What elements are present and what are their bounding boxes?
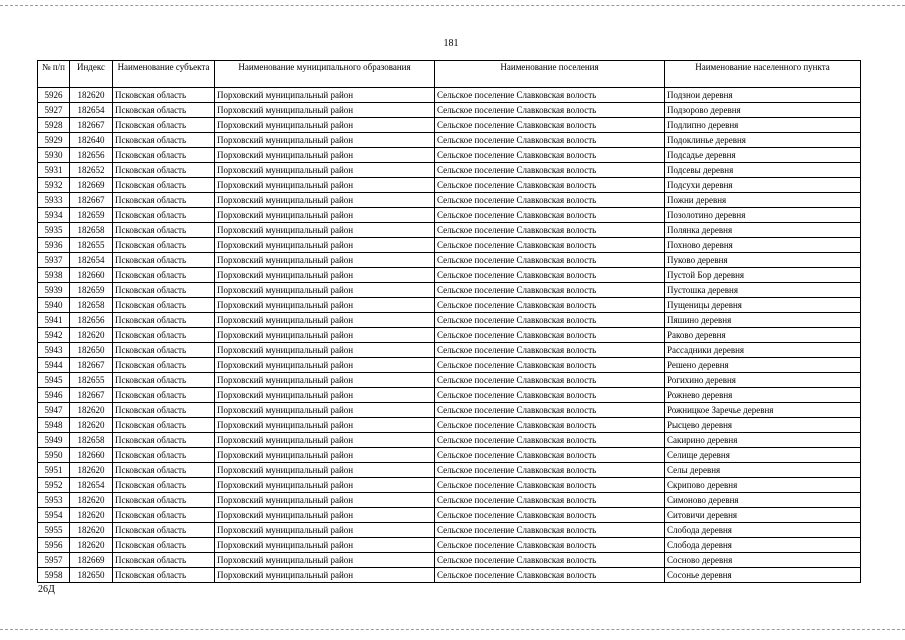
table-row bbox=[38, 508, 861, 523]
cell-index: 182620 bbox=[70, 88, 113, 103]
cell-municipality: Порховский муниципальный район bbox=[215, 388, 435, 403]
cell-settlement: Сельское поселение Славковская волость bbox=[435, 568, 665, 583]
cell-subject: Псковская область bbox=[113, 148, 215, 163]
cell-municipality: Порховский муниципальный район bbox=[215, 463, 435, 478]
cell-num: 5933 bbox=[38, 193, 70, 208]
cell-settlement: Сельское поселение Славковская волость bbox=[435, 478, 665, 493]
cell-index: 182667 bbox=[70, 193, 113, 208]
cell-num: 5949 bbox=[38, 433, 70, 448]
cell-subject: Псковская область bbox=[113, 298, 215, 313]
cell-municipality: Порховский муниципальный район bbox=[215, 403, 435, 418]
cell-num: 5954 bbox=[38, 508, 70, 523]
cell-num: 5951 bbox=[38, 463, 70, 478]
cell-locality: Пожни деревня bbox=[665, 193, 861, 208]
cell-subject: Псковская область bbox=[113, 388, 215, 403]
cell-subject: Псковская область bbox=[113, 178, 215, 193]
table-row bbox=[38, 223, 861, 238]
cell-subject: Псковская область bbox=[113, 373, 215, 388]
table-row bbox=[38, 238, 861, 253]
cell-settlement: Сельское поселение Славковская волость bbox=[435, 553, 665, 568]
cell-municipality: Порховский муниципальный район bbox=[215, 283, 435, 298]
cell-num: 5956 bbox=[38, 538, 70, 553]
cell-index: 182655 bbox=[70, 238, 113, 253]
cell-num: 5934 bbox=[38, 208, 70, 223]
cell-settlement: Сельское поселение Славковская волость bbox=[435, 283, 665, 298]
cell-municipality: Порховский муниципальный район bbox=[215, 193, 435, 208]
cell-municipality: Порховский муниципальный район bbox=[215, 373, 435, 388]
cell-locality: Раково деревня bbox=[665, 328, 861, 343]
cell-index: 182667 bbox=[70, 388, 113, 403]
cell-index: 182669 bbox=[70, 553, 113, 568]
cell-num: 5930 bbox=[38, 148, 70, 163]
cell-municipality: Порховский муниципальный район bbox=[215, 448, 435, 463]
scan-edge-bottom bbox=[0, 629, 905, 631]
cell-num: 5935 bbox=[38, 223, 70, 238]
table-row bbox=[38, 448, 861, 463]
table-row bbox=[38, 418, 861, 433]
cell-num: 5929 bbox=[38, 133, 70, 148]
cell-num: 5952 bbox=[38, 478, 70, 493]
cell-index: 182654 bbox=[70, 478, 113, 493]
cell-locality: Рожницкое Заречье деревня bbox=[665, 403, 861, 418]
table-row bbox=[38, 403, 861, 418]
cell-subject: Псковская область bbox=[113, 193, 215, 208]
cell-locality: Ситовичи деревня bbox=[665, 508, 861, 523]
scan-edge-top bbox=[0, 5, 905, 7]
table-row bbox=[38, 538, 861, 553]
cell-index: 182654 bbox=[70, 103, 113, 118]
cell-locality: Подоклинье деревня bbox=[665, 133, 861, 148]
table-row bbox=[38, 163, 861, 178]
table-row bbox=[38, 268, 861, 283]
cell-municipality: Порховский муниципальный район bbox=[215, 238, 435, 253]
cell-settlement: Сельское поселение Славковская волость bbox=[435, 268, 665, 283]
cell-subject: Псковская область bbox=[113, 103, 215, 118]
cell-locality: Пущеницы деревня bbox=[665, 298, 861, 313]
cell-num: 5943 bbox=[38, 343, 70, 358]
cell-locality: Подлипно деревня bbox=[665, 118, 861, 133]
cell-locality: Полянка деревня bbox=[665, 223, 861, 238]
cell-index: 182667 bbox=[70, 358, 113, 373]
cell-settlement: Сельское поселение Славковская волость bbox=[435, 403, 665, 418]
cell-locality: Скрипово деревня bbox=[665, 478, 861, 493]
cell-locality: Селище деревня bbox=[665, 448, 861, 463]
cell-num: 5927 bbox=[38, 103, 70, 118]
header-subject: Наименование субъекта bbox=[113, 61, 215, 88]
cell-municipality: Порховский муниципальный район bbox=[215, 133, 435, 148]
cell-index: 182620 bbox=[70, 328, 113, 343]
table-row bbox=[38, 493, 861, 508]
cell-locality: Подзнои деревня bbox=[665, 88, 861, 103]
cell-settlement: Сельское поселение Славковская волость bbox=[435, 463, 665, 478]
cell-subject: Псковская область bbox=[113, 433, 215, 448]
cell-municipality: Порховский муниципальный район bbox=[215, 523, 435, 538]
cell-locality: Пуково деревня bbox=[665, 253, 861, 268]
cell-subject: Псковская область bbox=[113, 508, 215, 523]
table-row bbox=[38, 358, 861, 373]
cell-locality: Рысцево деревня bbox=[665, 418, 861, 433]
cell-subject: Псковская область bbox=[113, 568, 215, 583]
cell-settlement: Сельское поселение Славковская волость bbox=[435, 103, 665, 118]
cell-index: 182667 bbox=[70, 118, 113, 133]
cell-municipality: Порховский муниципальный район bbox=[215, 268, 435, 283]
cell-locality: Похново деревня bbox=[665, 238, 861, 253]
cell-settlement: Сельское поселение Славковская волость bbox=[435, 253, 665, 268]
cell-index: 182658 bbox=[70, 298, 113, 313]
cell-municipality: Порховский муниципальный район bbox=[215, 508, 435, 523]
cell-num: 5948 bbox=[38, 418, 70, 433]
table-row bbox=[38, 193, 861, 208]
cell-municipality: Порховский муниципальный район bbox=[215, 118, 435, 133]
header-num: № п/п bbox=[38, 61, 70, 88]
cell-settlement: Сельское поселение Славковская волость bbox=[435, 523, 665, 538]
cell-subject: Псковская область bbox=[113, 358, 215, 373]
cell-settlement: Сельское поселение Славковская волость bbox=[435, 373, 665, 388]
cell-locality: Рожнево деревня bbox=[665, 388, 861, 403]
cell-settlement: Сельское поселение Славковская волость bbox=[435, 433, 665, 448]
cell-settlement: Сельское поселение Славковская волость bbox=[435, 208, 665, 223]
cell-subject: Псковская область bbox=[113, 313, 215, 328]
cell-subject: Псковская область bbox=[113, 553, 215, 568]
table-row bbox=[38, 178, 861, 193]
table-row bbox=[38, 283, 861, 298]
cell-municipality: Порховский муниципальный район bbox=[215, 208, 435, 223]
cell-locality: Рогихино деревня bbox=[665, 373, 861, 388]
cell-subject: Псковская область bbox=[113, 538, 215, 553]
cell-municipality: Порховский муниципальный район bbox=[215, 433, 435, 448]
cell-index: 182620 bbox=[70, 418, 113, 433]
cell-num: 5937 bbox=[38, 253, 70, 268]
cell-num: 5955 bbox=[38, 523, 70, 538]
cell-settlement: Сельское поселение Славковская волость bbox=[435, 238, 665, 253]
cell-settlement: Сельское поселение Славковская волость bbox=[435, 223, 665, 238]
cell-num: 5941 bbox=[38, 313, 70, 328]
cell-locality: Слобода деревня bbox=[665, 538, 861, 553]
cell-municipality: Порховский муниципальный район bbox=[215, 538, 435, 553]
cell-subject: Псковская область bbox=[113, 118, 215, 133]
cell-subject: Псковская область bbox=[113, 523, 215, 538]
cell-settlement: Сельское поселение Славковская волость bbox=[435, 88, 665, 103]
cell-num: 5926 bbox=[38, 88, 70, 103]
cell-num: 5946 bbox=[38, 388, 70, 403]
page-number: 181 bbox=[443, 38, 459, 49]
cell-num: 5936 bbox=[38, 238, 70, 253]
table-row bbox=[38, 298, 861, 313]
cell-num: 5958 bbox=[38, 568, 70, 583]
cell-municipality: Порховский муниципальный район bbox=[215, 553, 435, 568]
cell-settlement: Сельское поселение Славковская волость bbox=[435, 193, 665, 208]
cell-municipality: Порховский муниципальный район bbox=[215, 478, 435, 493]
cell-municipality: Порховский муниципальный район bbox=[215, 343, 435, 358]
cell-subject: Псковская область bbox=[113, 238, 215, 253]
cell-index: 182655 bbox=[70, 373, 113, 388]
cell-num: 5938 bbox=[38, 268, 70, 283]
cell-index: 182620 bbox=[70, 538, 113, 553]
table-row bbox=[38, 103, 861, 118]
cell-index: 182659 bbox=[70, 283, 113, 298]
cell-index: 182650 bbox=[70, 343, 113, 358]
cell-num: 5939 bbox=[38, 283, 70, 298]
cell-index: 182659 bbox=[70, 208, 113, 223]
cell-locality: Решено деревня bbox=[665, 358, 861, 373]
cell-settlement: Сельское поселение Славковская волость bbox=[435, 163, 665, 178]
cell-index: 182620 bbox=[70, 523, 113, 538]
cell-locality: Слобода деревня bbox=[665, 523, 861, 538]
cell-municipality: Порховский муниципальный район bbox=[215, 223, 435, 238]
cell-municipality: Порховский муниципальный район bbox=[215, 88, 435, 103]
cell-subject: Псковская область bbox=[113, 418, 215, 433]
cell-num: 5931 bbox=[38, 163, 70, 178]
table-row bbox=[38, 568, 861, 583]
cell-locality: Пяшино деревня bbox=[665, 313, 861, 328]
table-row bbox=[38, 208, 861, 223]
cell-index: 182654 bbox=[70, 253, 113, 268]
cell-num: 5953 bbox=[38, 493, 70, 508]
cell-index: 182620 bbox=[70, 508, 113, 523]
table-row bbox=[38, 343, 861, 358]
cell-subject: Псковская область bbox=[113, 208, 215, 223]
table-row bbox=[38, 553, 861, 568]
cell-settlement: Сельское поселение Славковская волость bbox=[435, 118, 665, 133]
header-municipality: Наименование муниципального образования bbox=[215, 61, 435, 88]
table-row bbox=[38, 118, 861, 133]
cell-locality: Сакирино деревня bbox=[665, 433, 861, 448]
table-row bbox=[38, 373, 861, 388]
cell-municipality: Порховский муниципальный район bbox=[215, 418, 435, 433]
cell-settlement: Сельское поселение Славковская волость bbox=[435, 418, 665, 433]
settlements-table bbox=[37, 60, 861, 583]
cell-index: 182620 bbox=[70, 493, 113, 508]
cell-subject: Псковская область bbox=[113, 328, 215, 343]
header-locality: Наименование населенного пункта bbox=[665, 61, 861, 88]
cell-locality: Подсухи деревня bbox=[665, 178, 861, 193]
table-row bbox=[38, 523, 861, 538]
cell-settlement: Сельское поселение Славковская волость bbox=[435, 448, 665, 463]
cell-locality: Подсевы деревня bbox=[665, 163, 861, 178]
cell-municipality: Порховский муниципальный район bbox=[215, 358, 435, 373]
table-row bbox=[38, 148, 861, 163]
cell-index: 182669 bbox=[70, 178, 113, 193]
cell-subject: Псковская область bbox=[113, 133, 215, 148]
cell-settlement: Сельское поселение Славковская волость bbox=[435, 178, 665, 193]
cell-settlement: Сельское поселение Славковская волость bbox=[435, 343, 665, 358]
cell-num: 5928 bbox=[38, 118, 70, 133]
table-row bbox=[38, 133, 861, 148]
table-row bbox=[38, 328, 861, 343]
cell-index: 182620 bbox=[70, 463, 113, 478]
cell-municipality: Порховский муниципальный район bbox=[215, 178, 435, 193]
cell-num: 5940 bbox=[38, 298, 70, 313]
cell-index: 182652 bbox=[70, 163, 113, 178]
cell-num: 5947 bbox=[38, 403, 70, 418]
table-row bbox=[38, 478, 861, 493]
table-row bbox=[38, 433, 861, 448]
cell-num: 5942 bbox=[38, 328, 70, 343]
cell-settlement: Сельское поселение Славковская волость bbox=[435, 148, 665, 163]
cell-locality: Рассадники деревня bbox=[665, 343, 861, 358]
cell-settlement: Сельское поселение Славковская волость bbox=[435, 358, 665, 373]
cell-municipality: Порховский муниципальный район bbox=[215, 493, 435, 508]
cell-settlement: Сельское поселение Славковская волость bbox=[435, 313, 665, 328]
cell-locality: Позолотино деревня bbox=[665, 208, 861, 223]
footer-code: 26Д bbox=[38, 584, 55, 595]
cell-index: 182660 bbox=[70, 448, 113, 463]
cell-municipality: Порховский муниципальный район bbox=[215, 568, 435, 583]
cell-settlement: Сельское поселение Славковская волость bbox=[435, 508, 665, 523]
cell-settlement: Сельское поселение Славковская волость bbox=[435, 133, 665, 148]
cell-locality: Селы деревня bbox=[665, 463, 861, 478]
cell-subject: Псковская область bbox=[113, 88, 215, 103]
cell-settlement: Сельское поселение Славковская волость bbox=[435, 298, 665, 313]
cell-index: 182660 bbox=[70, 268, 113, 283]
cell-settlement: Сельское поселение Славковская волость bbox=[435, 538, 665, 553]
table-row bbox=[38, 88, 861, 103]
cell-settlement: Сельское поселение Славковская волость bbox=[435, 493, 665, 508]
cell-municipality: Порховский муниципальный район bbox=[215, 298, 435, 313]
cell-subject: Псковская область bbox=[113, 343, 215, 358]
cell-locality: Подсадье деревня bbox=[665, 148, 861, 163]
cell-locality: Подзорово деревня bbox=[665, 103, 861, 118]
cell-index: 182640 bbox=[70, 133, 113, 148]
cell-subject: Псковская область bbox=[113, 493, 215, 508]
cell-index: 182656 bbox=[70, 313, 113, 328]
table-row bbox=[38, 388, 861, 403]
header-settlement: Наименование поселения bbox=[435, 61, 665, 88]
cell-subject: Псковская область bbox=[113, 268, 215, 283]
cell-subject: Псковская область bbox=[113, 283, 215, 298]
cell-locality: Симоново деревня bbox=[665, 493, 861, 508]
cell-subject: Псковская область bbox=[113, 403, 215, 418]
cell-locality: Сосонье деревня bbox=[665, 568, 861, 583]
cell-subject: Псковская область bbox=[113, 463, 215, 478]
cell-num: 5950 bbox=[38, 448, 70, 463]
table-row bbox=[38, 313, 861, 328]
cell-num: 5944 bbox=[38, 358, 70, 373]
cell-municipality: Порховский муниципальный район bbox=[215, 328, 435, 343]
cell-index: 182620 bbox=[70, 403, 113, 418]
table-header-row bbox=[38, 61, 861, 88]
cell-subject: Псковская область bbox=[113, 163, 215, 178]
cell-municipality: Порховский муниципальный район bbox=[215, 253, 435, 268]
cell-subject: Псковская область bbox=[113, 223, 215, 238]
cell-municipality: Порховский муниципальный район bbox=[215, 313, 435, 328]
cell-num: 5932 bbox=[38, 178, 70, 193]
cell-num: 5957 bbox=[38, 553, 70, 568]
cell-num: 5945 bbox=[38, 373, 70, 388]
table-row bbox=[38, 253, 861, 268]
header-index: Индекс bbox=[70, 61, 113, 88]
cell-subject: Псковская область bbox=[113, 253, 215, 268]
cell-municipality: Порховский муниципальный район bbox=[215, 163, 435, 178]
table-body bbox=[38, 88, 861, 583]
cell-subject: Псковская область bbox=[113, 478, 215, 493]
cell-index: 182650 bbox=[70, 568, 113, 583]
cell-index: 182656 bbox=[70, 148, 113, 163]
cell-locality: Пустошка деревня bbox=[665, 283, 861, 298]
cell-municipality: Порховский муниципальный район bbox=[215, 148, 435, 163]
cell-locality: Сосново деревня bbox=[665, 553, 861, 568]
cell-index: 182658 bbox=[70, 433, 113, 448]
cell-subject: Псковская область bbox=[113, 448, 215, 463]
cell-settlement: Сельское поселение Славковская волость bbox=[435, 388, 665, 403]
table-row bbox=[38, 463, 861, 478]
cell-index: 182658 bbox=[70, 223, 113, 238]
cell-municipality: Порховский муниципальный район bbox=[215, 103, 435, 118]
cell-settlement: Сельское поселение Славковская волость bbox=[435, 328, 665, 343]
cell-locality: Пустой Бор деревня bbox=[665, 268, 861, 283]
